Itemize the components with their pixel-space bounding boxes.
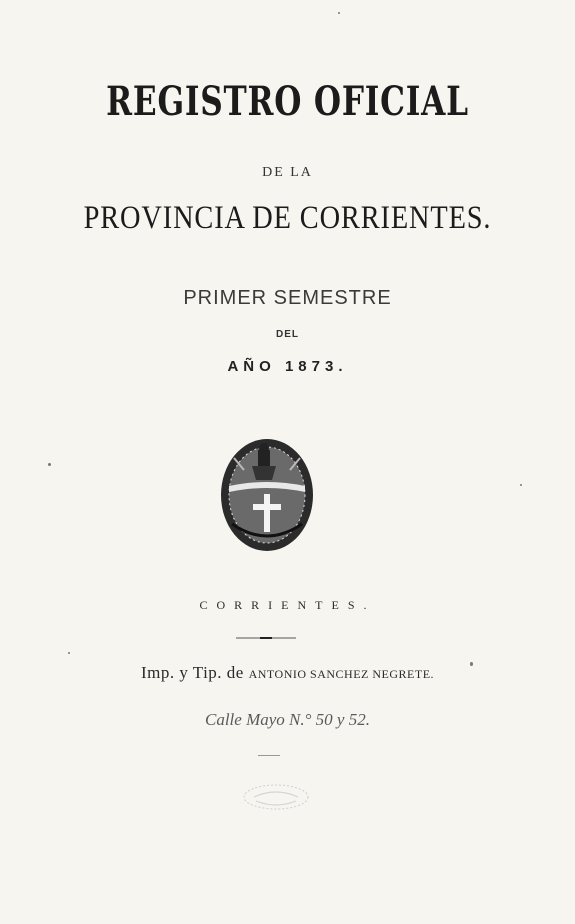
semester-label: PRIMER SEMESTRE <box>183 287 392 309</box>
paper-speck <box>48 463 51 466</box>
printer-address: Calle Mayo N.° 50 y 52. <box>205 710 370 729</box>
library-stamp-icon <box>240 782 312 812</box>
paper-speck <box>68 652 70 654</box>
paper-speck <box>338 12 340 14</box>
province-title: PROVINCIA DE CORRIENTES. <box>83 200 492 236</box>
ornamental-rule <box>236 637 296 639</box>
city-name: CORRIENTES. <box>199 598 376 612</box>
printer-line <box>0 663 575 683</box>
del-label: DEL <box>276 329 299 340</box>
coat-of-arms-icon <box>218 436 316 554</box>
year-label: AÑO 1873. <box>227 358 348 375</box>
printer-prefix: Imp. y Tip. de <box>140 663 249 682</box>
divider <box>258 755 280 756</box>
document-title: REGISTRO OFICIAL <box>106 78 469 125</box>
paper-speck <box>520 484 522 486</box>
printer-name: ANTONIO SANCHEZ NEGRETE. <box>248 667 435 681</box>
paper-speck <box>470 662 473 666</box>
title-connector: DE LA <box>262 165 313 180</box>
